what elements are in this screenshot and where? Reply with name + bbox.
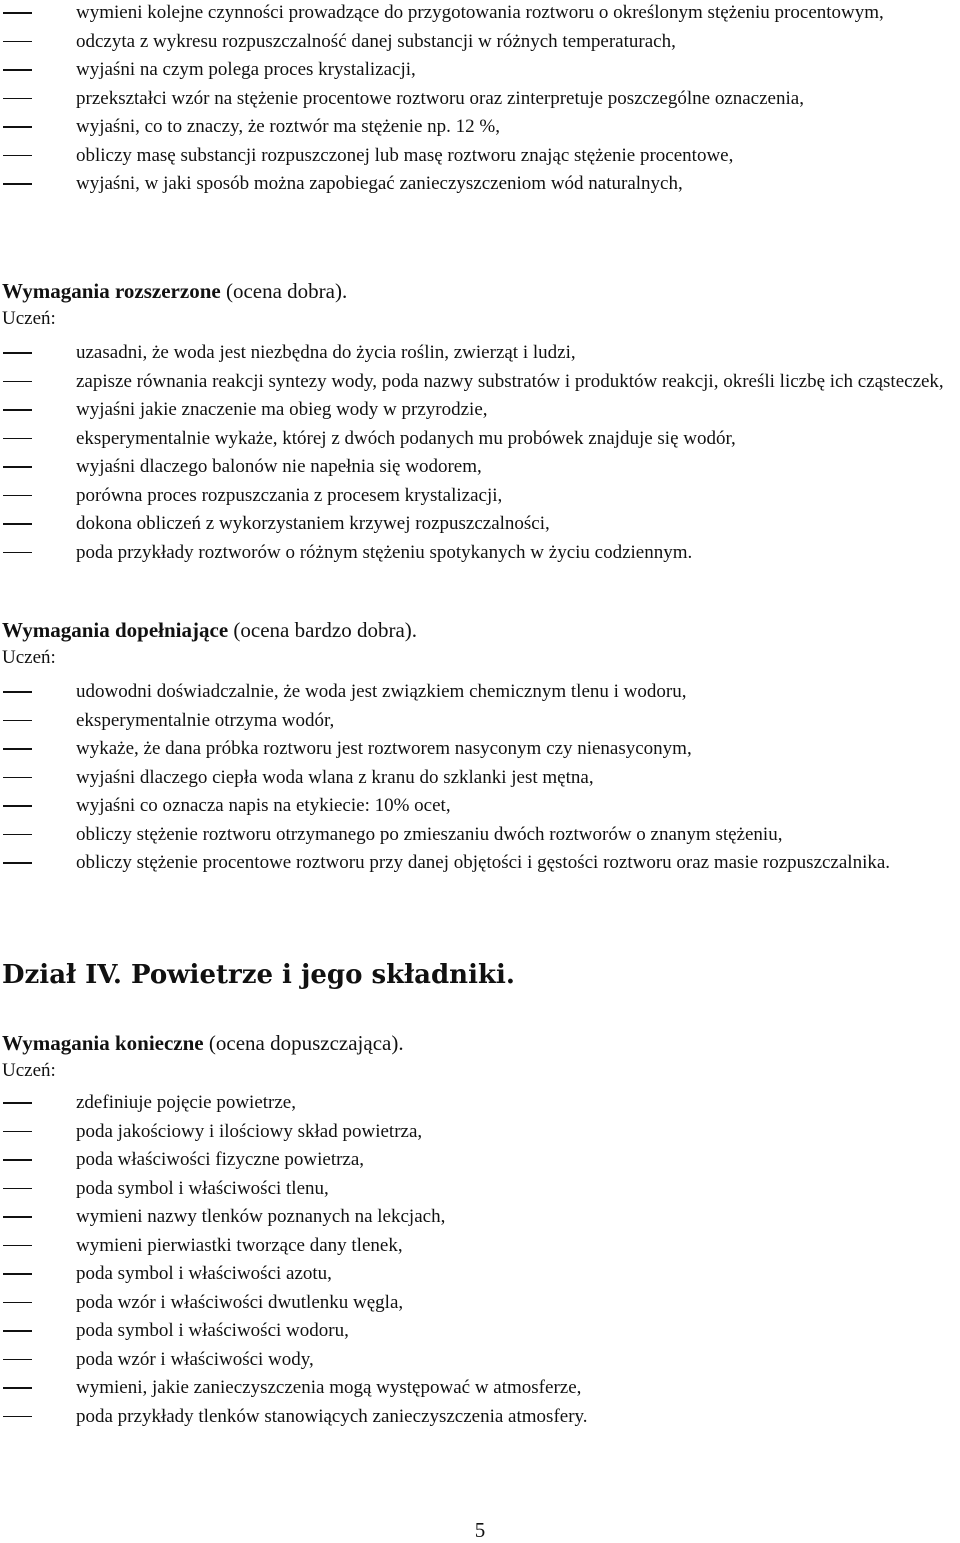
list-item: porówna proces rozpuszczania z procesem krystalizacji, xyxy=(0,482,960,511)
heading-bold: Wymagania rozszerzone xyxy=(2,279,221,303)
heading-bold: Wymagania dopełniające xyxy=(2,618,229,642)
uczen-label: Uczeń: xyxy=(2,308,56,329)
list-item: wyjaśni jakie znaczenie ma obieg wody w przyrodzie, xyxy=(0,396,960,425)
list-item: wymieni pierwiastki tworzące dany tlenek, xyxy=(0,1232,960,1261)
list-item: wymieni, jakie zanieczyszczenia mogą występować w atmosferze, xyxy=(0,1374,960,1403)
list-item: wyjaśni co oznacza napis na etykiecie: 10% ocet, xyxy=(0,792,960,821)
konieczne-list xyxy=(0,1089,960,1431)
section-heading xyxy=(0,1029,960,1057)
list-item: wymieni kolejne czynności prowadzące do przygotowania roztworu o określonym stężeniu procentowym, xyxy=(0,0,960,28)
list-item: wyjaśni dlaczego balonów nie napełnia się wodorem, xyxy=(0,453,960,482)
list-item: poda symbol i właściwości wodoru, xyxy=(0,1317,960,1346)
list-item: obliczy stężenie procentowe roztworu przy danej objętości i gęstości roztworu oraz masie rozpuszczalnika. xyxy=(0,849,960,878)
list-item: poda jakościowy i ilościowy skład powietrza, xyxy=(0,1118,960,1147)
section-dopelniajace xyxy=(0,616,960,878)
list-item: zapisze równania reakcji syntezy wody, poda nazwy substratów i produktów reakcji, określi liczbę ich cząsteczek, xyxy=(0,368,960,397)
list-item: wyjaśni, w jaki sposób można zapobiegać zanieczyszczeniom wód naturalnych, xyxy=(0,170,960,199)
list-item: poda przykłady roztworów o różnym stężeniu spotykanych w życiu codziennym. xyxy=(0,539,960,568)
list-item: poda właściwości fizyczne powietrza, xyxy=(0,1146,960,1175)
uczen-label: Uczeń: xyxy=(2,647,56,668)
section-heading xyxy=(0,616,960,644)
list-item: poda wzór i właściwości dwutlenku węgla, xyxy=(0,1289,960,1318)
dzial-block xyxy=(0,958,960,992)
list-item: wymieni nazwy tlenków poznanych na lekcjach, xyxy=(0,1203,960,1232)
top-requirements-list xyxy=(0,0,960,199)
section-konieczne xyxy=(0,1029,960,1431)
dzial-title: Dział IV. Powietrze i jego składniki. xyxy=(2,960,515,990)
list-item: poda przykłady tlenków stanowiących zanieczyszczenia atmosfery. xyxy=(0,1403,960,1432)
list-item: uzasadni, że woda jest niezbędna do życia roślin, zwierząt i ludzi, xyxy=(0,339,960,368)
section-rozszerzone xyxy=(0,277,960,567)
list-item: eksperymentalnie otrzyma wodór, xyxy=(0,707,960,736)
rozszerzone-list xyxy=(0,339,960,567)
list-item: poda wzór i właściwości wody, xyxy=(0,1346,960,1375)
top-list-block xyxy=(0,0,960,199)
dopelniajace-list xyxy=(0,678,960,878)
list-item: poda symbol i właściwości tlenu, xyxy=(0,1175,960,1204)
heading-rest: (ocena dobra). xyxy=(220,279,348,303)
list-item: wyjaśni, co to znaczy, że roztwór ma stężenie np. 12 %, xyxy=(0,113,960,142)
list-item: wyjaśni na czym polega proces krystalizacji, xyxy=(0,56,960,85)
section-heading xyxy=(0,277,960,305)
page-number: 5 xyxy=(474,1518,486,1542)
list-item: wyjaśni dlaczego ciepła woda wlana z kranu do szklanki jest mętna, xyxy=(0,764,960,793)
list-item: dokona obliczeń z wykorzystaniem krzywej rozpuszczalności, xyxy=(0,510,960,539)
list-item: wykaże, że dana próbka roztworu jest roztworem nasyconym czy nienasyconym, xyxy=(0,735,960,764)
list-item: odczyta z wykresu rozpuszczalność danej substancji w różnych temperaturach, xyxy=(0,28,960,57)
list-item: obliczy stężenie roztworu otrzymanego po zmieszaniu dwóch roztworów o znanym stężeniu, xyxy=(0,821,960,850)
list-item: udowodni doświadczalnie, że woda jest związkiem chemicznym tlenu i wodoru, xyxy=(0,678,960,707)
list-item: przekształci wzór na stężenie procentowe roztworu oraz zinterpretuje poszczególne oznaczenia, xyxy=(0,85,960,114)
heading-bold: Wymagania konieczne xyxy=(2,1031,204,1055)
list-item: poda symbol i właściwości azotu, xyxy=(0,1260,960,1289)
heading-rest: (ocena dopuszczająca). xyxy=(203,1031,404,1055)
heading-rest: (ocena bardzo dobra). xyxy=(228,618,418,642)
uczen-label: Uczeń: xyxy=(2,1060,56,1081)
list-item: obliczy masę substancji rozpuszczonej lub masę roztworu znając stężenie procentowe, xyxy=(0,142,960,171)
list-item: zdefiniuje pojęcie powietrze, xyxy=(0,1089,960,1118)
list-item: eksperymentalnie wykaże, której z dwóch podanych mu probówek znajduje się wodór, xyxy=(0,425,960,454)
